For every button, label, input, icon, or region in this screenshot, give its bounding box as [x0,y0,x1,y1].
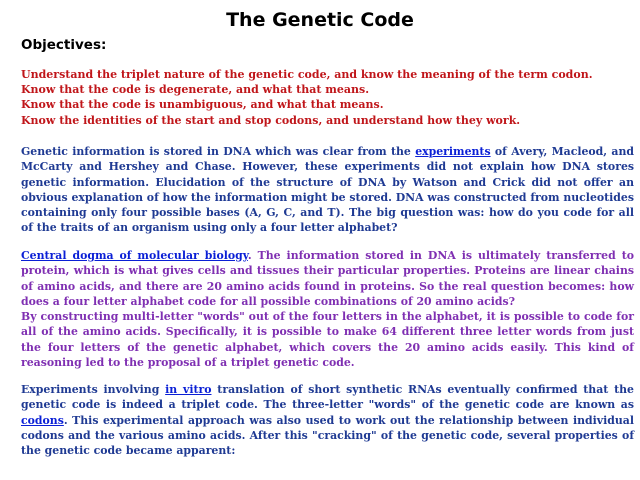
objective-item: Know that the code is unambiguous, and what that means. [21,98,384,112]
paragraph-text: . This experimental approach was also used to work out the relationship between individual codons and the various amino acids. After this "cracking" of the genetic code, several properties of the genetic code became apparent: [21,413,634,458]
paragraph-text: . The information stored in DNA is ultimately transferred to protein, which is what gives cells and tissues their particular properties. Proteins are linear chains of amino acids, and there are 20 amino acids found in proteins. So the real question becomes: how does a four letter alphabet code for all possible combinations of 20 amino acids? [21,249,634,308]
objectives-list [21,67,621,128]
objective-item: Know the identities of the start and stop codons, and understand how they work. [21,113,521,127]
experiments-link[interactable]: experiments [415,145,491,158]
objective-item: Understand the triplet nature of the genetic code, and know the meaning of the term codon. [21,68,593,81]
page-title: The Genetic Code [226,9,414,31]
paragraph-text: By constructing multi-letter "words" out of the four letters in the alphabet, it is possible to code for all of the amino acids. Specifically, it is possible to make 64 different three letter words from just the four letters of the genetic alphabet, which covers the 20 amino acids easily. This kind of reasoning led to the proposal of a triplet genetic code. [21,310,634,370]
paragraph-text: translation of short synthetic RNAs eventually confirmed that the genetic code is indeed a triplet code. The three-letter "words" of the genetic code are known as [21,383,634,412]
paragraph-central-dogma [21,248,634,370]
objective-item: Know that the code is degenerate, and what that means. [21,83,370,97]
paragraph-text: Experiments involving [21,383,166,396]
paragraph-dna-storage [21,144,634,236]
in-vitro-link[interactable]: in vitro [165,383,212,396]
paragraph-text: Genetic information is stored in DNA which was clear from the [21,145,416,158]
paragraph-text: of Avery, Macleod, and McCarty and Hershey and Chase. However, these experiments did not explain how DNA stores genetic information. Elucidation of the structure of DNA by Watson and Crick did not offer an obvious explanation of how the information might be stored. DNA was constructed from nucleotides containing only four possible bases (A, G, C, and T). The big question was: how do you code for all of the traits of an organism using only a four letter alphabet? [21,145,634,235]
codons-link[interactable]: codons [21,413,64,427]
central-dogma-link[interactable]: Central dogma of molecular biology [21,249,248,262]
objectives-heading: Objectives: [21,37,107,53]
paragraph-triplet-code [21,382,634,458]
